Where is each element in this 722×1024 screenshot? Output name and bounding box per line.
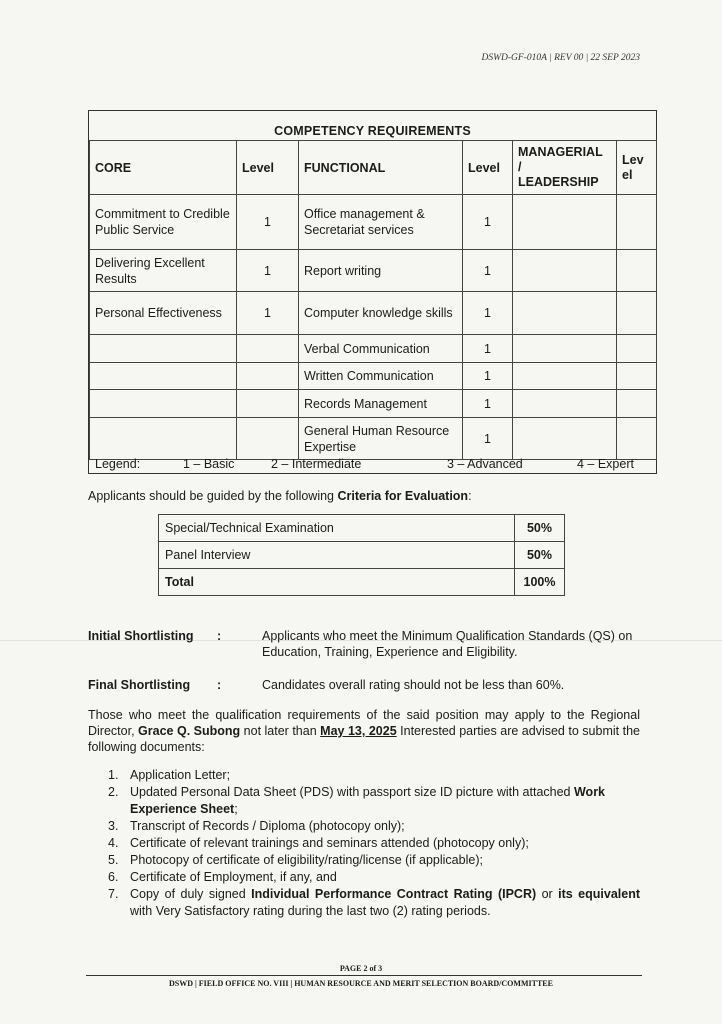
document-code: DSWD-GF-010A | REV 00 | 22 SEP 2023 (481, 53, 640, 63)
footer-divider (86, 975, 642, 976)
managerial-cell (513, 363, 617, 390)
managerial-line3: LEADERSHIP (518, 175, 599, 189)
item-number: 5. (108, 853, 119, 867)
list-item (108, 835, 640, 852)
functional-level-cell: 1 (463, 335, 513, 363)
list-item (108, 818, 640, 835)
functional-cell: Verbal Communication (299, 335, 463, 363)
functional-level-cell: 1 (463, 195, 513, 250)
core-cell (90, 335, 237, 363)
managerial-line1: MANAGERIAL (518, 145, 603, 159)
col-core-level: Level (237, 141, 299, 195)
functional-level-cell: 1 (463, 390, 513, 418)
list-item (108, 869, 640, 886)
core-level-cell (237, 418, 299, 460)
managerial-level-cell (617, 292, 657, 335)
core-level-cell: 1 (237, 292, 299, 335)
criteria-total-label: Total (159, 569, 515, 596)
managerial-cell (513, 390, 617, 418)
item-text: Copy of duly signed (130, 887, 252, 901)
core-level-cell (237, 335, 299, 363)
legend-label: Legend: (95, 457, 141, 471)
criteria-total-pct: 100% (515, 569, 565, 596)
managerial-level-cell (617, 418, 657, 460)
managerial-level-cell (617, 390, 657, 418)
item-bold-text-2: its equivalent (558, 887, 640, 901)
core-level-cell (237, 390, 299, 418)
managerial-cell (513, 250, 617, 292)
item-text: Certificate of relevant trainings and seminars attended (photocopy only); (130, 836, 529, 850)
functional-cell: Report writing (299, 250, 463, 292)
criteria-intro (88, 488, 472, 504)
item-number: 1. (108, 768, 119, 782)
competency-legend (95, 457, 646, 471)
item-number: 6. (108, 870, 119, 884)
table-row (90, 363, 657, 390)
initial-shortlisting (88, 628, 648, 662)
instructions-text-2: not later than (240, 724, 321, 738)
criteria-table (158, 514, 565, 596)
criteria-pct: 50% (515, 542, 565, 569)
functional-cell: Computer knowledge skills (299, 292, 463, 335)
deadline-date: May 13, 2025 (320, 724, 397, 738)
managerial-cell (513, 292, 617, 335)
final-shortlisting (88, 677, 648, 695)
managerial-level-line2: el (622, 167, 633, 182)
item-text-end: with Very Satisfactory rating during the last two (2) rating periods. (130, 904, 491, 918)
legend-intermediate: 2 – Intermediate (271, 457, 362, 471)
core-level-cell: 1 (237, 250, 299, 292)
final-colon: : (217, 678, 222, 692)
managerial-line2: / (518, 160, 522, 174)
functional-cell: Written Communication (299, 363, 463, 390)
competency-table (88, 110, 657, 474)
col-core: CORE (90, 141, 237, 195)
criteria-pct: 50% (515, 515, 565, 542)
managerial-cell (513, 195, 617, 250)
table-row (90, 292, 657, 335)
table-row (159, 542, 565, 569)
item-bold-text: Work Experience Sheet (130, 785, 606, 816)
list-item (108, 767, 640, 784)
functional-cell: Office management & Secretariat services (299, 195, 463, 250)
documents-list (108, 767, 640, 920)
table-row (159, 515, 565, 542)
instructions-text-1: Those who meet the qualification requirements of the said position may apply to the Regional Director, (88, 708, 640, 738)
legend-advanced: 3 – Advanced (447, 457, 523, 471)
managerial-level-cell (617, 363, 657, 390)
list-item (108, 784, 640, 818)
instructions-text-3: Interested parties are advised to submit the following documents: (88, 724, 640, 754)
table-row (90, 195, 657, 250)
table-row (159, 569, 565, 596)
managerial-level-cell (617, 195, 657, 250)
functional-cell: General Human Resource Expertise (299, 418, 463, 460)
functional-level-cell: 1 (463, 250, 513, 292)
table-row (90, 335, 657, 363)
functional-level-cell: 1 (463, 363, 513, 390)
competency-header-row (90, 141, 657, 195)
managerial-level-line1: Lev (622, 152, 644, 167)
item-number: 7. (108, 887, 119, 901)
competency-title: COMPETENCY REQUIREMENTS (274, 124, 471, 138)
col-managerial (513, 141, 617, 195)
item-text: Updated Personal Data Sheet (PDS) with passport size ID picture with attached (130, 785, 574, 799)
legend-expert: 4 – Expert (577, 457, 634, 471)
functional-level-cell: 1 (463, 418, 513, 460)
col-functional: FUNCTIONAL (299, 141, 463, 195)
core-cell (90, 418, 237, 460)
footer-office: DSWD | FIELD OFFICE NO. VIII | HUMAN RESOURCE AND MERIT SELECTION BOARD/COMMITTEE (169, 979, 553, 988)
core-cell: Commitment to Credible Public Service (90, 195, 237, 250)
final-shortlisting-text: Candidates overall rating should not be less than 60%. (262, 678, 565, 692)
col-functional-level: Level (463, 141, 513, 195)
criteria-label: Special/Technical Examination (159, 515, 515, 542)
table-row (90, 390, 657, 418)
table-row (90, 250, 657, 292)
managerial-cell (513, 335, 617, 363)
managerial-cell (513, 418, 617, 460)
criteria-intro-bold: Criteria for Evaluation (337, 489, 469, 503)
criteria-label: Panel Interview (159, 542, 515, 569)
core-cell: Personal Effectiveness (90, 292, 237, 335)
core-level-cell: 1 (237, 195, 299, 250)
item-text: Certificate of Employment, if any, and (130, 870, 337, 884)
core-cell: Delivering Excellent Results (90, 250, 237, 292)
item-text-mid: or (536, 887, 559, 901)
core-cell (90, 363, 237, 390)
instructions-paragraph (88, 707, 640, 755)
core-cell (90, 390, 237, 418)
legend-basic: 1 – Basic (183, 457, 235, 471)
initial-shortlisting-label: Initial Shortlisting (88, 629, 194, 643)
director-name: Grace Q. Subong (138, 724, 241, 738)
managerial-level-cell (617, 250, 657, 292)
criteria-intro-suffix: : (468, 489, 472, 503)
item-text: Application Letter; (130, 768, 231, 782)
competency-grid (89, 140, 657, 460)
item-text-end: ; (234, 802, 238, 816)
item-number: 4. (108, 836, 119, 850)
initial-colon: : (217, 629, 222, 643)
final-shortlisting-label: Final Shortlisting (88, 678, 191, 692)
managerial-level-cell (617, 335, 657, 363)
criteria-intro-text: Applicants should be guided by the following (88, 489, 338, 503)
list-item (108, 886, 640, 920)
item-number: 3. (108, 819, 119, 833)
page-number: PAGE 2 of 3 (339, 964, 383, 973)
item-text: Transcript of Records / Diploma (photocopy only); (130, 819, 405, 833)
functional-cell: Records Management (299, 390, 463, 418)
list-item (108, 852, 640, 869)
core-level-cell (237, 363, 299, 390)
item-text: Photocopy of certificate of eligibility/rating/license (if applicable); (130, 853, 483, 867)
col-managerial-level (617, 141, 657, 195)
functional-level-cell: 1 (463, 292, 513, 335)
initial-shortlisting-text: Applicants who meet the Minimum Qualification Standards (QS) on Education, Training, Experience and Eligibility. (262, 629, 633, 659)
table-row (90, 418, 657, 460)
item-number: 2. (108, 785, 119, 799)
item-bold-text: Individual Performance Contract Rating (IPCR) (251, 887, 537, 901)
